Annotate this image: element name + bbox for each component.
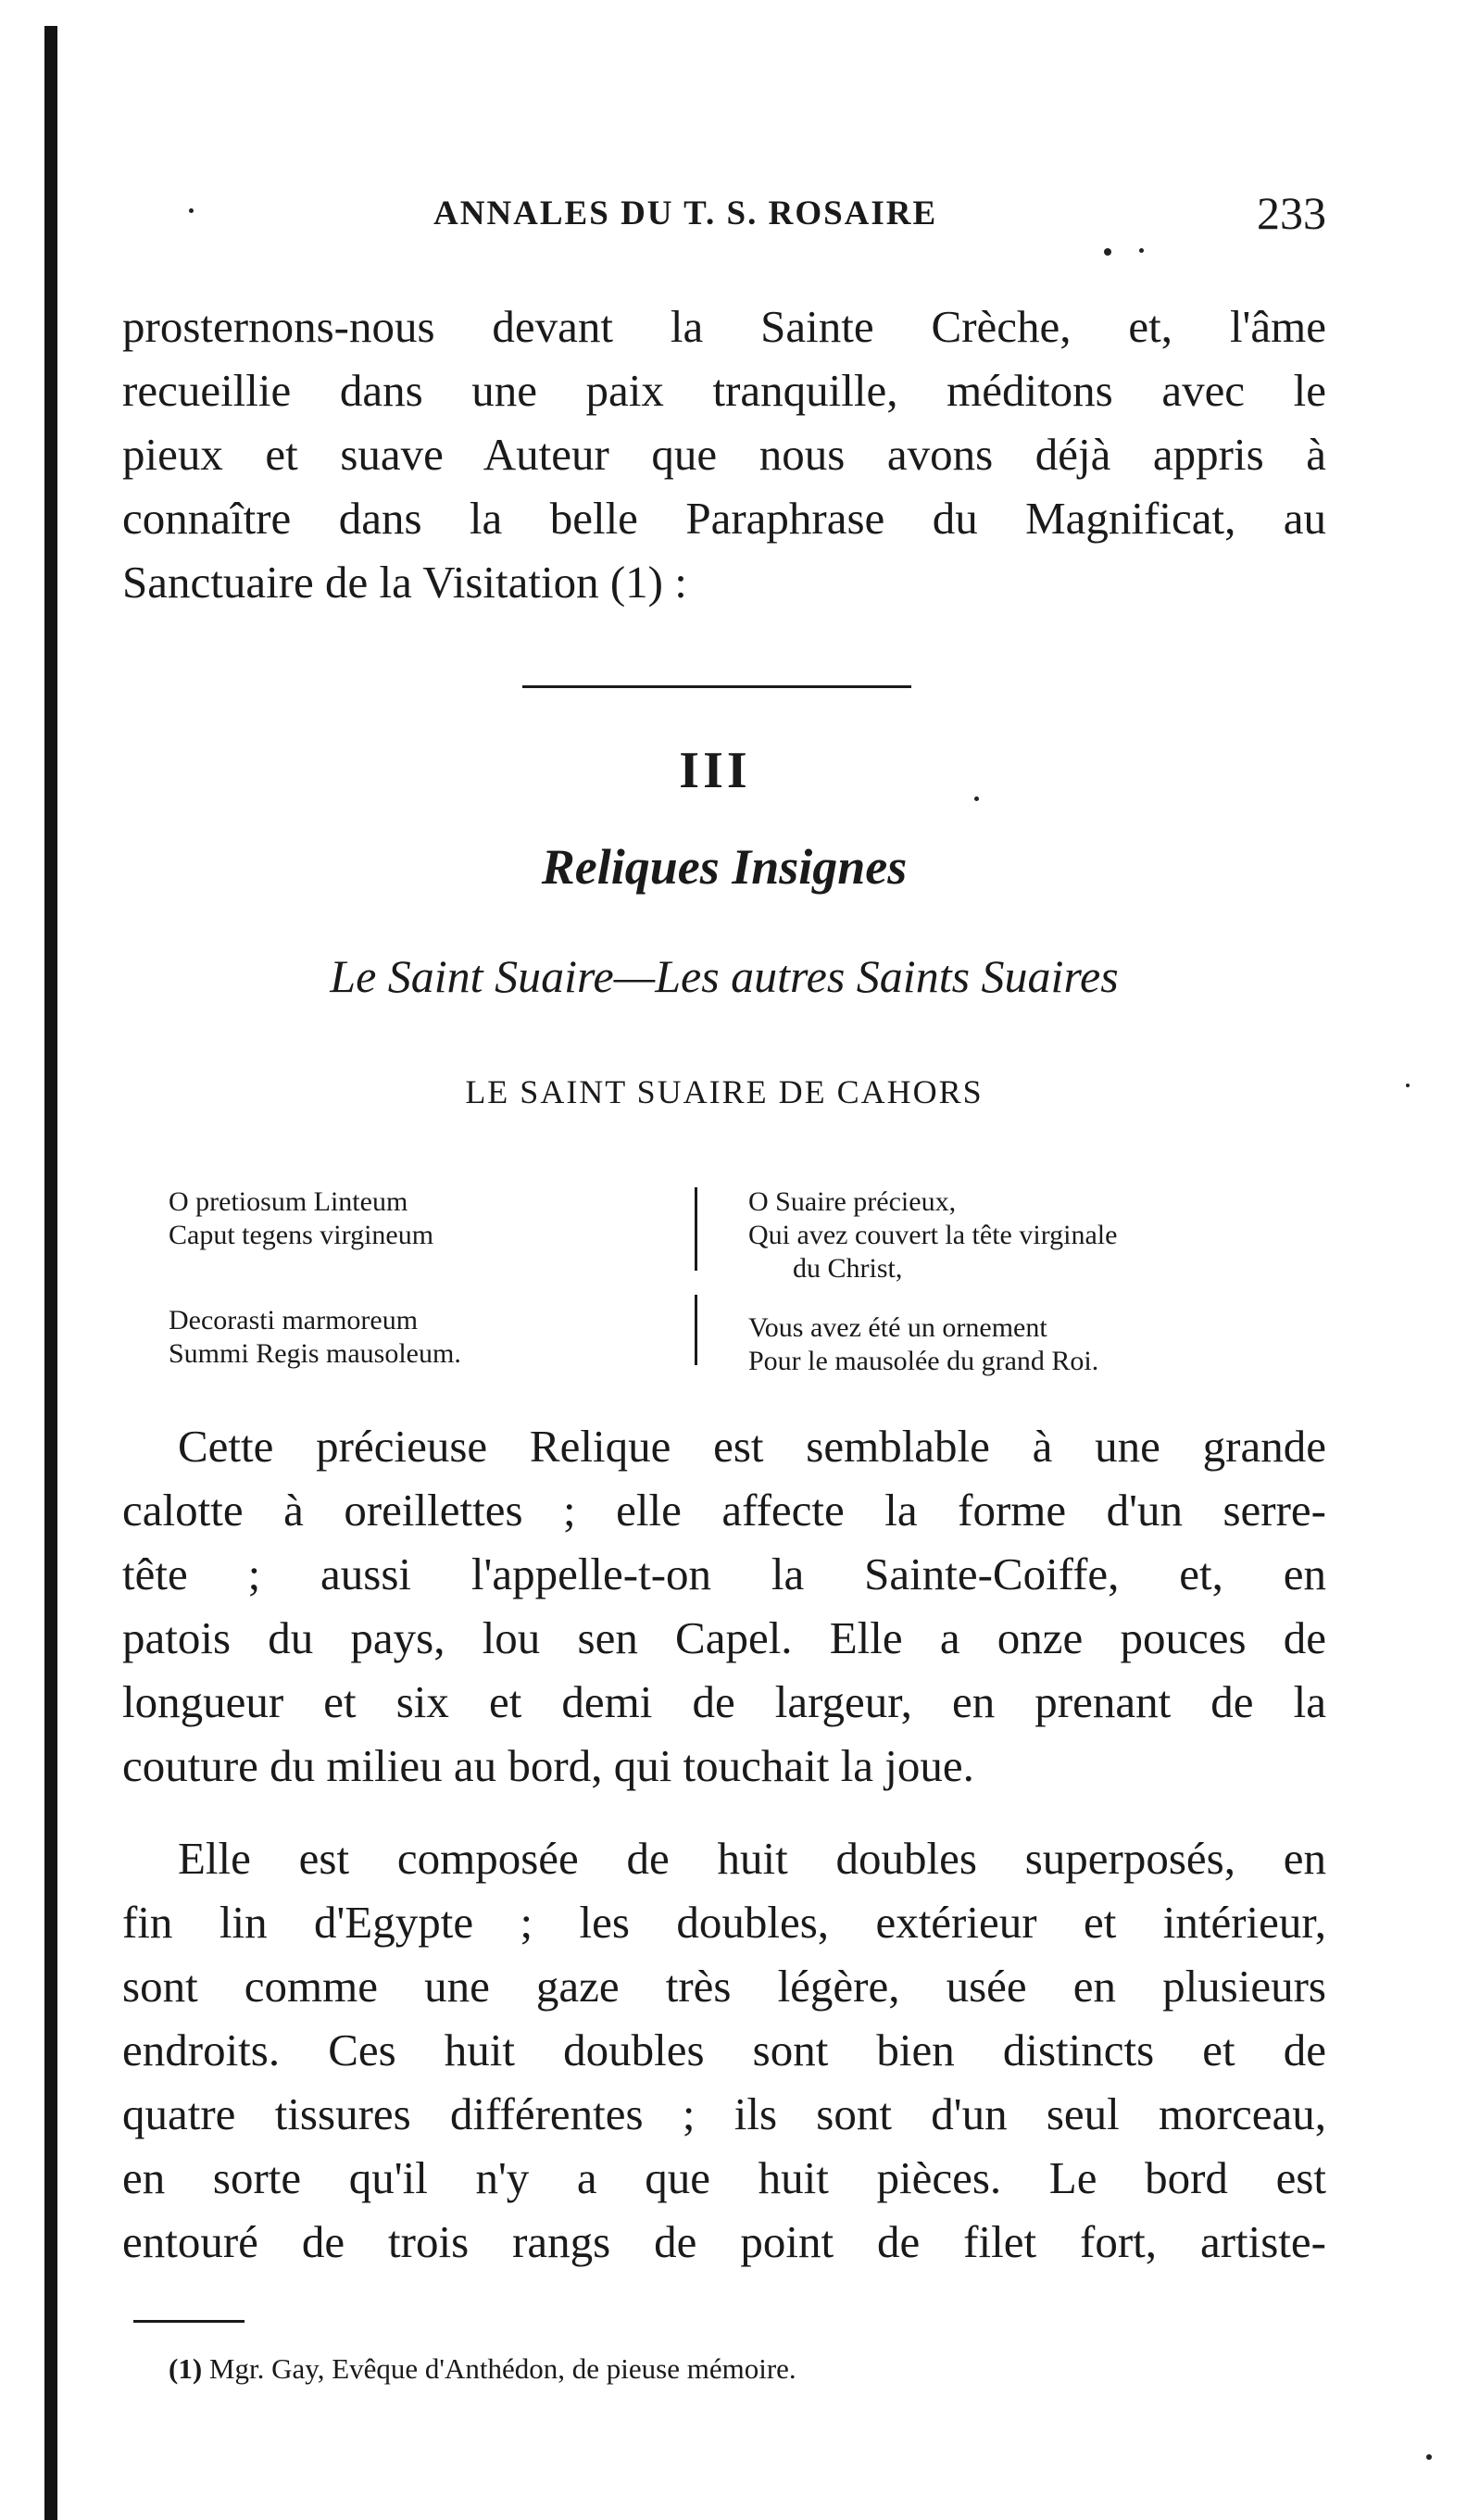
section-divider-rule (522, 685, 911, 688)
page-binding-edge (44, 26, 57, 2520)
poem-line-french: du Christ, (793, 1253, 903, 1284)
subsection-heading: LE SAINT SUAIRE DE CAHORS (465, 1073, 984, 1110)
book-page (122, 0, 1326, 2520)
text-line: longueur et six et demi de largeur, en prenant de la (122, 1676, 1326, 1727)
page-number: 233 (1257, 187, 1326, 239)
body-paragraph-1 (122, 1414, 1326, 1798)
print-speck (1139, 248, 1144, 253)
text-line: Cette précieuse Relique est semblable à une grande (178, 1421, 1326, 1472)
section-subtitle: Le Saint Suaire—Les autres Saints Suaires (330, 950, 1119, 1002)
poem-line-latin: Summi Regis mausoleum. (169, 1338, 461, 1369)
text-line: endroits. Ces huit doubles sont bien distincts et de (122, 2025, 1326, 2075)
poem-line-french: O Suaire précieux, (748, 1186, 957, 1217)
text-line: pieux et suave Auteur que nous avons déjà appris à (122, 429, 1326, 480)
poem-column-divider (695, 1187, 697, 1271)
text-line: prosternons-nous devant la Sainte Crèche, et, l'âme (122, 301, 1326, 352)
page-header (122, 187, 1326, 245)
poem-french-column (748, 1185, 1117, 1378)
footnote-mark: (1) (169, 2352, 203, 2385)
section-number: III (679, 742, 751, 799)
poem-line-french: Vous avez été un ornement (748, 1312, 1047, 1343)
poem-line-latin: Caput tegens virgineum (169, 1220, 434, 1250)
poem-latin-column (169, 1185, 461, 1371)
text-line: couture du milieu au bord, qui touchait la joue. (122, 1740, 974, 1791)
text-line: sont comme une gaze très légère, usée en plusieurs (122, 1961, 1326, 2012)
text-line: patois du pays, lou sen Capel. Elle a onze pouces de (122, 1612, 1326, 1663)
poem-line-french: Pour le mausolée du grand Roi. (748, 1346, 1099, 1376)
text-line: fin lin d'Egypte ; les doubles, extérieur et intérieur, (122, 1897, 1326, 1948)
text-line: Elle est composée de huit doubles superposés, en (178, 1833, 1326, 1884)
text-line: connaître dans la belle Paraphrase du Magnificat, au (122, 493, 1326, 544)
footnote-text: Mgr. Gay, Evêque d'Anthédon, de pieuse mémoire. (208, 2352, 796, 2385)
running-title: ANNALES DU T. S. ROSAIRE (433, 194, 938, 232)
text-line: calotte à oreillettes ; elle affecte la forme d'un serre- (122, 1485, 1326, 1536)
text-line: en sorte qu'il n'y a que huit pièces. Le bord est (122, 2152, 1326, 2203)
text-line: entouré de trois rangs de point de filet fort, artiste- (122, 2216, 1326, 2267)
poem-column-divider (695, 1295, 697, 1365)
print-speck (189, 208, 194, 213)
footnote (169, 2352, 796, 2386)
text-line: tête ; aussi l'appelle-t-on la Sainte-Coiffe, et, en (122, 1548, 1326, 1599)
print-speck (1104, 248, 1111, 256)
text-line: quatre tissures différentes ; ils sont d'un seul morceau, (122, 2088, 1326, 2139)
print-speck (1426, 2454, 1432, 2460)
intro-paragraph (122, 295, 1326, 614)
text-line: Sanctuaire de la Visitation (1) : (122, 557, 687, 608)
body-paragraph-2 (122, 1826, 1326, 2274)
print-speck (1406, 1084, 1410, 1087)
poem-line-french: Qui avez couvert la tête virginale (748, 1220, 1118, 1250)
text-line: recueillie dans une paix tranquille, méditons avec le (122, 365, 1326, 416)
poem-line-latin: Decorasti marmoreum (169, 1305, 419, 1335)
footnote-rule (133, 2320, 244, 2323)
section-title: Reliques Insignes (541, 839, 908, 895)
poem-line-latin: O pretiosum Linteum (169, 1186, 408, 1217)
